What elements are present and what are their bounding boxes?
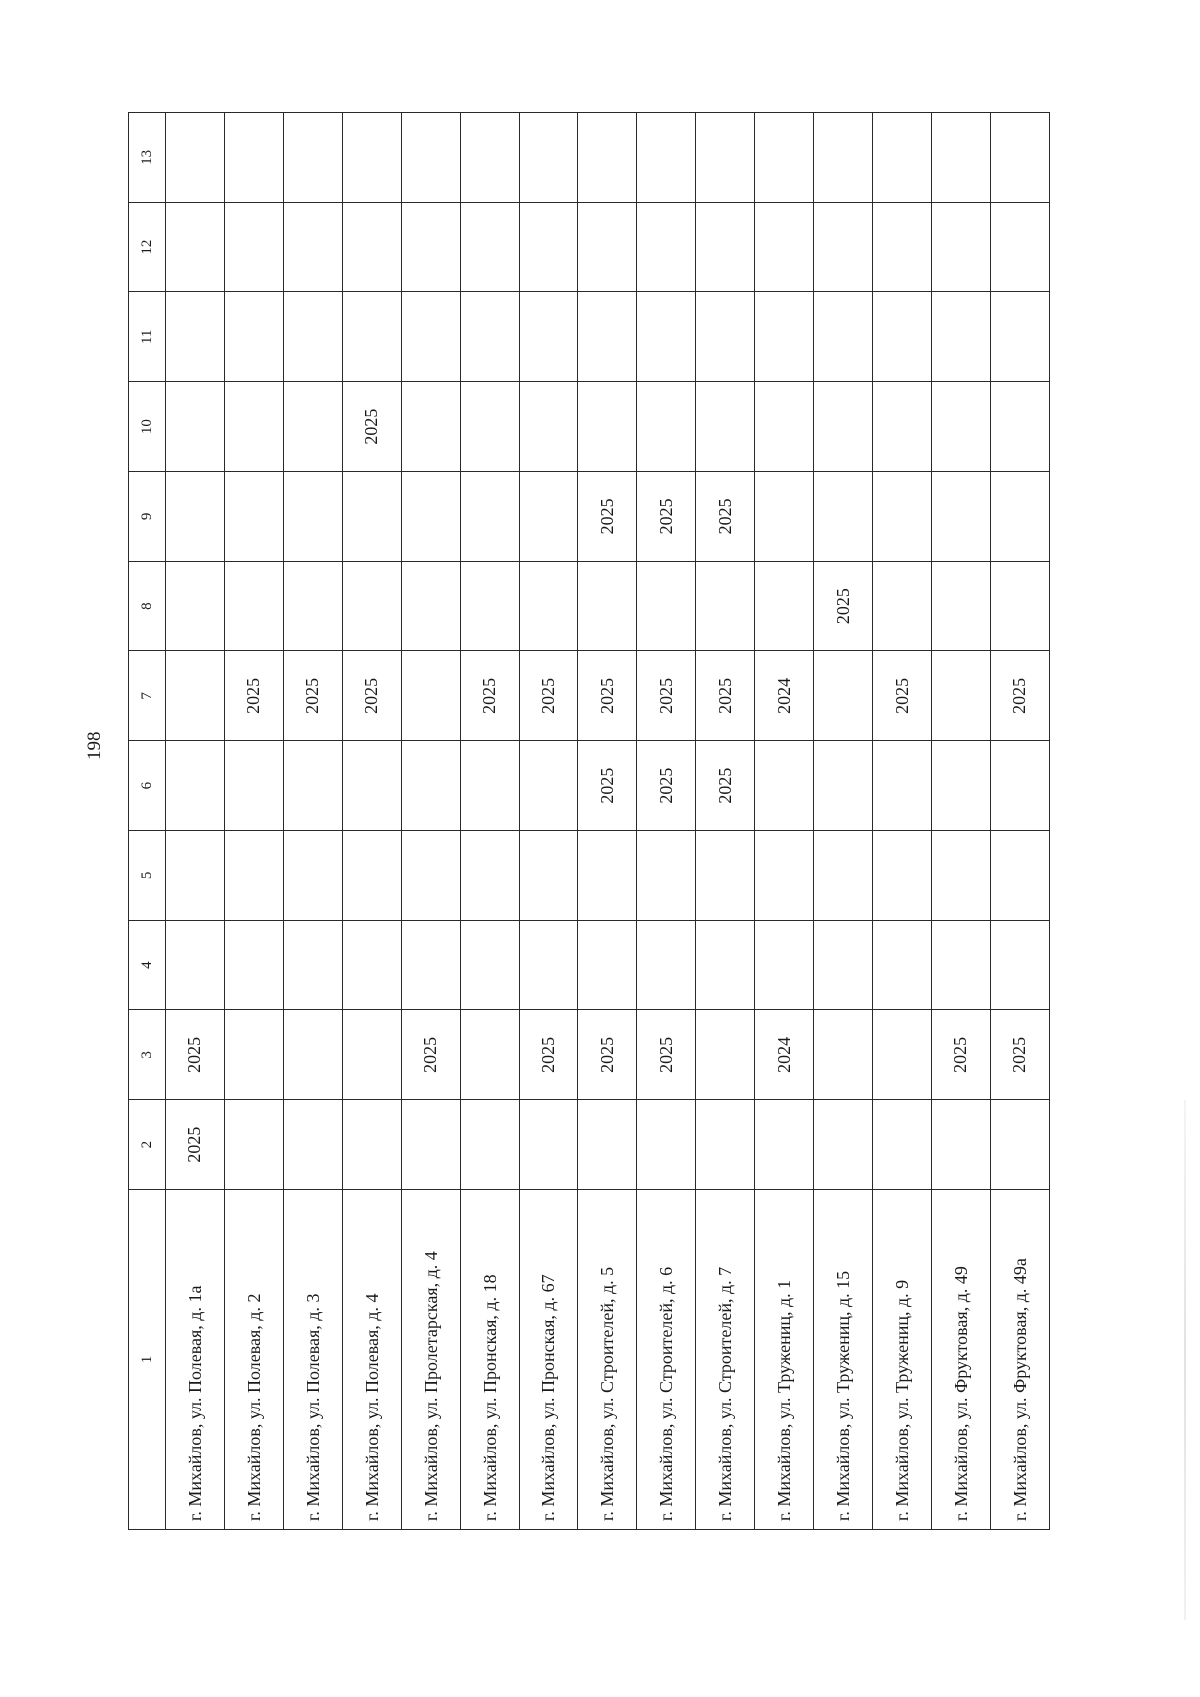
year-cell: [990, 741, 1049, 831]
year-cell: [401, 561, 460, 651]
year-cell: [873, 382, 932, 472]
year-cell: [224, 1100, 283, 1190]
year-cell: [931, 920, 990, 1010]
year-cell: 2025: [578, 651, 637, 741]
year-cell: [283, 113, 342, 203]
year-cell: [460, 472, 519, 562]
year-cell: [637, 382, 696, 472]
table-row: [931, 113, 990, 1530]
year-cell: [637, 831, 696, 921]
year-cell: [342, 1010, 401, 1100]
year-cell: [401, 741, 460, 831]
year-cell: [931, 382, 990, 472]
year-cell: [755, 202, 814, 292]
column-header-10: 10: [129, 382, 166, 472]
year-cell: [755, 472, 814, 562]
year-cell: [814, 920, 873, 1010]
year-cell: [519, 1100, 578, 1190]
year-cell: 2025: [696, 651, 755, 741]
year-cell: [755, 382, 814, 472]
year-cell: [224, 382, 283, 472]
year-cell: [931, 651, 990, 741]
table-row: [990, 113, 1049, 1530]
year-cell: [696, 1010, 755, 1100]
year-cell: [873, 1010, 932, 1100]
year-cell: [342, 831, 401, 921]
year-cell: 2025: [814, 561, 873, 651]
year-cell: [931, 561, 990, 651]
year-cell: [931, 113, 990, 203]
year-cell: [873, 920, 932, 1010]
year-cell: [519, 113, 578, 203]
year-cell: [401, 113, 460, 203]
address-cell: г. Михайлов, ул. Полевая, д. 1а: [166, 1190, 225, 1530]
table-body: [166, 113, 1050, 1530]
year-cell: 2025: [166, 1010, 225, 1100]
year-cell: [460, 920, 519, 1010]
year-cell: [755, 831, 814, 921]
year-cell: [283, 472, 342, 562]
column-header-7: 7: [129, 651, 166, 741]
table-row: [401, 113, 460, 1530]
year-cell: 2024: [755, 1010, 814, 1100]
year-cell: [401, 920, 460, 1010]
address-cell: г. Михайлов, ул. Тружениц, д. 9: [873, 1190, 932, 1530]
year-cell: 2025: [696, 472, 755, 562]
address-cell: г. Михайлов, ул. Пролетарская, д. 4: [401, 1190, 460, 1530]
table-row: [814, 113, 873, 1530]
table-row: [578, 113, 637, 1530]
year-cell: [931, 831, 990, 921]
year-cell: [755, 113, 814, 203]
year-cell: [283, 292, 342, 382]
year-cell: [755, 741, 814, 831]
address-cell: г. Михайлов, ул. Тружениц, д. 1: [755, 1190, 814, 1530]
year-cell: [401, 1100, 460, 1190]
year-cell: [931, 741, 990, 831]
year-cell: [224, 472, 283, 562]
year-cell: [460, 292, 519, 382]
address-cell: г. Михайлов, ул. Пронская, д. 18: [460, 1190, 519, 1530]
schedule-table: [128, 112, 1050, 1530]
year-cell: [873, 113, 932, 203]
year-cell: [519, 561, 578, 651]
year-cell: [873, 202, 932, 292]
address-cell: г. Михайлов, ул. Строителей, д. 6: [637, 1190, 696, 1530]
column-header-9: 9: [129, 472, 166, 562]
address-cell: г. Михайлов, ул. Пронская, д. 67: [519, 1190, 578, 1530]
year-cell: 2025: [696, 741, 755, 831]
year-cell: [283, 561, 342, 651]
year-cell: 2025: [637, 741, 696, 831]
column-header-12: 12: [129, 202, 166, 292]
year-cell: [401, 651, 460, 741]
year-cell: [342, 920, 401, 1010]
page-number: 198: [84, 731, 105, 760]
year-cell: [519, 831, 578, 921]
table-row: [696, 113, 755, 1530]
year-cell: [696, 113, 755, 203]
year-cell: 2025: [637, 1010, 696, 1100]
year-cell: [931, 472, 990, 562]
year-cell: [224, 920, 283, 1010]
year-cell: [342, 1100, 401, 1190]
year-cell: [224, 831, 283, 921]
year-cell: [990, 202, 1049, 292]
column-header-3: 3: [129, 1010, 166, 1100]
header-row: [129, 113, 166, 1530]
year-cell: [166, 202, 225, 292]
year-cell: [873, 1100, 932, 1190]
year-cell: 2025: [460, 651, 519, 741]
year-cell: 2025: [283, 651, 342, 741]
year-cell: [990, 561, 1049, 651]
address-cell: г. Михайлов, ул. Фруктовая, д. 49: [931, 1190, 990, 1530]
table-row: [460, 113, 519, 1530]
year-cell: [755, 561, 814, 651]
year-cell: [224, 741, 283, 831]
year-cell: [814, 1010, 873, 1100]
year-cell: 2025: [578, 741, 637, 831]
year-cell: [166, 292, 225, 382]
year-cell: [166, 382, 225, 472]
year-cell: [401, 472, 460, 562]
address-cell: г. Михайлов, ул. Полевая, д. 4: [342, 1190, 401, 1530]
year-cell: [460, 382, 519, 472]
year-cell: [637, 292, 696, 382]
year-cell: [696, 1100, 755, 1190]
year-cell: [519, 292, 578, 382]
year-cell: [696, 561, 755, 651]
year-cell: 2025: [401, 1010, 460, 1100]
year-cell: [873, 831, 932, 921]
table-row: [519, 113, 578, 1530]
year-cell: 2025: [519, 1010, 578, 1100]
address-cell: г. Михайлов, ул. Фруктовая, д. 49а: [990, 1190, 1049, 1530]
year-cell: [755, 1100, 814, 1190]
year-cell: [873, 292, 932, 382]
table-row: [755, 113, 814, 1530]
year-cell: [519, 382, 578, 472]
table-row: [342, 113, 401, 1530]
year-cell: [755, 292, 814, 382]
year-cell: [814, 831, 873, 921]
column-header-1: 1: [129, 1190, 166, 1530]
year-cell: [637, 920, 696, 1010]
year-cell: [166, 472, 225, 562]
table-row: [224, 113, 283, 1530]
year-cell: [990, 113, 1049, 203]
year-cell: [873, 472, 932, 562]
year-cell: [931, 202, 990, 292]
year-cell: [814, 202, 873, 292]
year-cell: [224, 113, 283, 203]
address-cell: г. Михайлов, ул. Тружениц, д. 15: [814, 1190, 873, 1530]
column-header-2: 2: [129, 1100, 166, 1190]
year-cell: [931, 292, 990, 382]
year-cell: [342, 561, 401, 651]
year-cell: [931, 1100, 990, 1190]
year-cell: [460, 113, 519, 203]
year-cell: [814, 292, 873, 382]
year-cell: [519, 741, 578, 831]
year-cell: [401, 292, 460, 382]
address-cell: г. Михайлов, ул. Полевая, д. 2: [224, 1190, 283, 1530]
year-cell: [283, 920, 342, 1010]
year-cell: [696, 202, 755, 292]
year-cell: [460, 202, 519, 292]
table-row: [637, 113, 696, 1530]
year-cell: 2025: [578, 472, 637, 562]
year-cell: [990, 831, 1049, 921]
year-cell: [166, 741, 225, 831]
column-header-8: 8: [129, 561, 166, 651]
year-cell: [519, 472, 578, 562]
year-cell: [637, 113, 696, 203]
year-cell: [578, 113, 637, 203]
year-cell: [990, 920, 1049, 1010]
year-cell: 2024: [755, 651, 814, 741]
year-cell: [342, 472, 401, 562]
year-cell: [342, 113, 401, 203]
year-cell: [224, 1010, 283, 1100]
year-cell: 2025: [873, 651, 932, 741]
year-cell: [283, 382, 342, 472]
year-cell: [814, 651, 873, 741]
table-row: [873, 113, 932, 1530]
year-cell: [342, 741, 401, 831]
year-cell: [990, 382, 1049, 472]
year-cell: [401, 831, 460, 921]
year-cell: [873, 741, 932, 831]
year-cell: [283, 831, 342, 921]
year-cell: 2025: [637, 472, 696, 562]
year-cell: [460, 1010, 519, 1100]
year-cell: [224, 292, 283, 382]
year-cell: [401, 382, 460, 472]
year-cell: [460, 561, 519, 651]
year-cell: 2025: [990, 1010, 1049, 1100]
year-cell: [283, 202, 342, 292]
address-cell: г. Михайлов, ул. Строителей, д. 7: [696, 1190, 755, 1530]
year-cell: [696, 292, 755, 382]
column-header-4: 4: [129, 920, 166, 1010]
address-cell: г. Михайлов, ул. Полевая, д. 3: [283, 1190, 342, 1530]
year-cell: [578, 1100, 637, 1190]
address-cell: г. Михайлов, ул. Строителей, д. 5: [578, 1190, 637, 1530]
year-cell: 2025: [342, 651, 401, 741]
year-cell: [578, 202, 637, 292]
year-cell: [578, 920, 637, 1010]
year-cell: [578, 382, 637, 472]
year-cell: [814, 382, 873, 472]
year-cell: [460, 831, 519, 921]
year-cell: [755, 920, 814, 1010]
year-cell: [166, 561, 225, 651]
year-cell: [401, 202, 460, 292]
year-cell: 2025: [519, 651, 578, 741]
year-cell: [814, 472, 873, 562]
year-cell: [873, 561, 932, 651]
year-cell: [637, 202, 696, 292]
year-cell: [637, 1100, 696, 1190]
year-cell: [814, 741, 873, 831]
year-cell: [578, 292, 637, 382]
schedule-table-container: [128, 112, 1050, 1530]
column-header-11: 11: [129, 292, 166, 382]
year-cell: [696, 382, 755, 472]
year-cell: [814, 113, 873, 203]
year-cell: [696, 831, 755, 921]
year-cell: [460, 1100, 519, 1190]
year-cell: [990, 1100, 1049, 1190]
year-cell: [578, 831, 637, 921]
year-cell: [342, 202, 401, 292]
year-cell: 2025: [166, 1100, 225, 1190]
year-cell: 2025: [637, 651, 696, 741]
year-cell: [283, 1010, 342, 1100]
year-cell: 2025: [990, 651, 1049, 741]
year-cell: [990, 472, 1049, 562]
year-cell: [460, 741, 519, 831]
year-cell: 2025: [578, 1010, 637, 1100]
year-cell: [990, 292, 1049, 382]
column-header-5: 5: [129, 831, 166, 921]
year-cell: [166, 113, 225, 203]
year-cell: [637, 561, 696, 651]
column-header-6: 6: [129, 741, 166, 831]
year-cell: [283, 741, 342, 831]
year-cell: 2025: [342, 382, 401, 472]
year-cell: [519, 920, 578, 1010]
year-cell: 2025: [931, 1010, 990, 1100]
column-header-13: 13: [129, 113, 166, 203]
year-cell: [696, 920, 755, 1010]
year-cell: [519, 202, 578, 292]
year-cell: [166, 651, 225, 741]
year-cell: [224, 561, 283, 651]
year-cell: [224, 202, 283, 292]
year-cell: [166, 831, 225, 921]
table-row: [166, 113, 225, 1530]
scan-edge-mark: [1184, 1100, 1186, 1620]
table-row: [283, 113, 342, 1530]
year-cell: [342, 292, 401, 382]
year-cell: [814, 1100, 873, 1190]
year-cell: 2025: [224, 651, 283, 741]
year-cell: [283, 1100, 342, 1190]
year-cell: [578, 561, 637, 651]
year-cell: [166, 920, 225, 1010]
